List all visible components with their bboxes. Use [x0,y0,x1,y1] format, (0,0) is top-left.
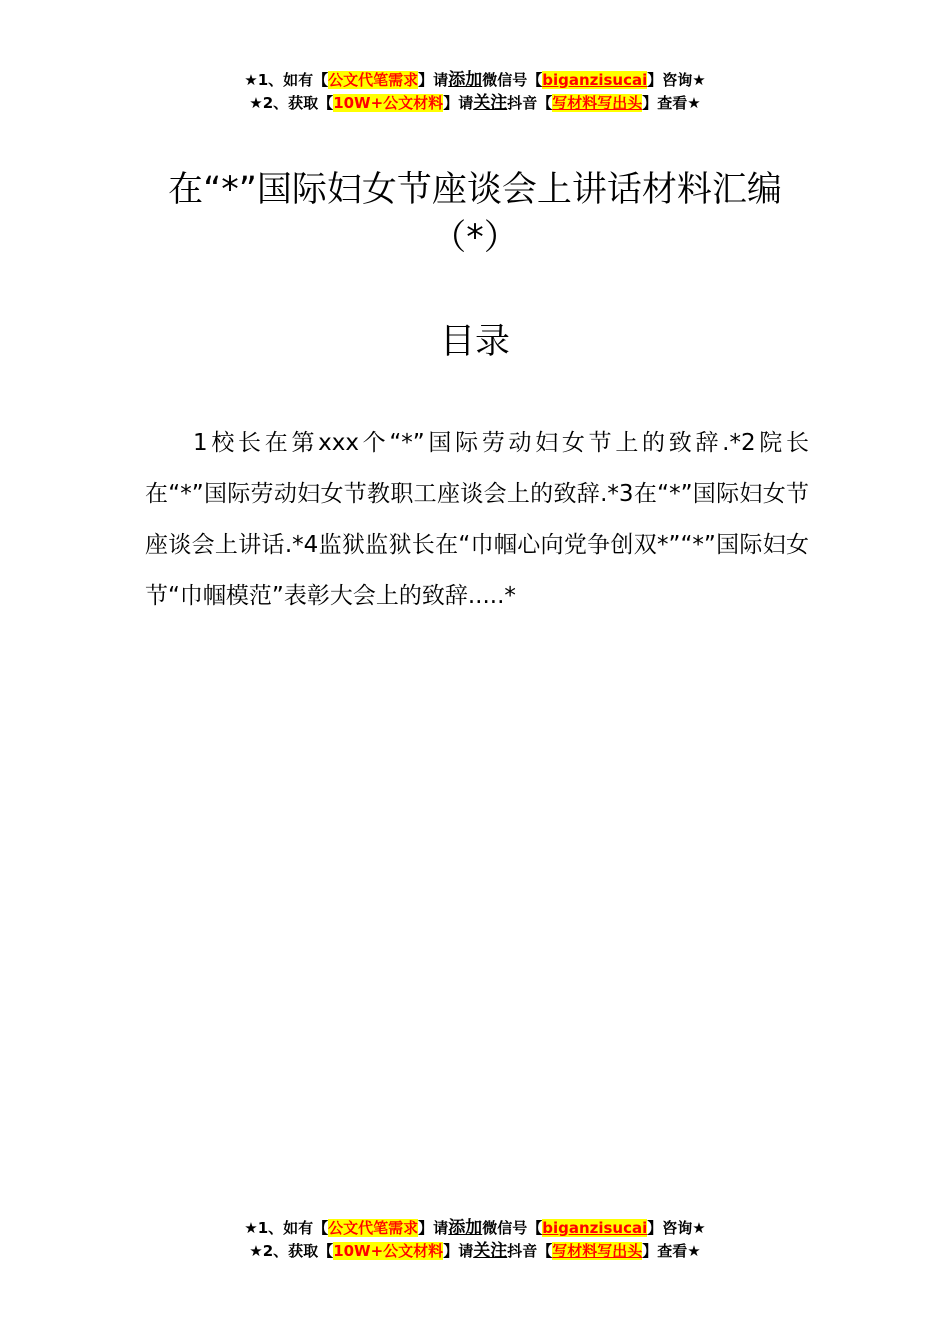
title-line-1: 在“*”国际妇女节座谈会上讲话材料汇编 [168,170,782,210]
banner-suffix: 】咨询★ [647,71,706,89]
banner-text: 抖音【 [507,1242,553,1260]
banner-line-1 [0,1217,950,1240]
header-banner [0,69,950,115]
highlight-douyin-account: 写材料写出头 [552,94,643,112]
highlight-wechat-id: biganzisucai [542,1219,648,1237]
toc-text: 1校长在第xxx个“*”国际劳动妇女节上的致辞.*2院长在“*”国际劳动妇女节教职工座谈会上的致辞.*3在“*”国际妇女节座谈会上讲话.*4监狱监狱长在“巾帼心向党争创双*”“*”国际妇女节“巾帼模范”表彰大会上的致辞.....* [145,430,809,609]
banner-emphasis: 添加 [448,70,483,90]
banner-prefix: ★1、如有【 [244,1219,329,1237]
banner-text: 】请 [418,71,449,89]
banner-line-2 [0,1240,950,1263]
banner-suffix: 】咨询★ [647,1219,706,1237]
banner-prefix: ★2、获取【 [249,1242,334,1260]
footer-banner [0,1217,950,1263]
banner-suffix: 】查看★ [642,1242,701,1260]
banner-line-2 [0,92,950,115]
banner-text: 】请 [443,1242,474,1260]
toc-heading: 目录 [439,322,510,362]
highlight-douyin-account: 写材料写出头 [552,1242,643,1260]
banner-emphasis: 关注 [473,1241,508,1261]
highlight-materials: 10W+公文材料 [333,94,444,112]
banner-prefix: ★2、获取【 [249,94,334,112]
highlight-materials: 10W+公文材料 [333,1242,444,1260]
banner-text: 微信号【 [482,71,543,89]
highlight-service: 公文代笔需求 [328,1219,419,1237]
banner-text: 】请 [443,94,474,112]
banner-emphasis: 添加 [448,1218,483,1238]
banner-text: 抖音【 [507,94,553,112]
document-title [0,166,950,262]
banner-prefix: ★1、如有【 [244,71,329,89]
highlight-wechat-id: biganzisucai [542,71,648,89]
title-line-2: （*） [431,218,519,258]
banner-text: 】请 [418,1219,449,1237]
banner-emphasis: 关注 [473,93,508,113]
banner-text: 微信号【 [482,1219,543,1237]
highlight-service: 公文代笔需求 [328,71,419,89]
banner-suffix: 】查看★ [642,94,701,112]
banner-line-1 [0,69,950,92]
